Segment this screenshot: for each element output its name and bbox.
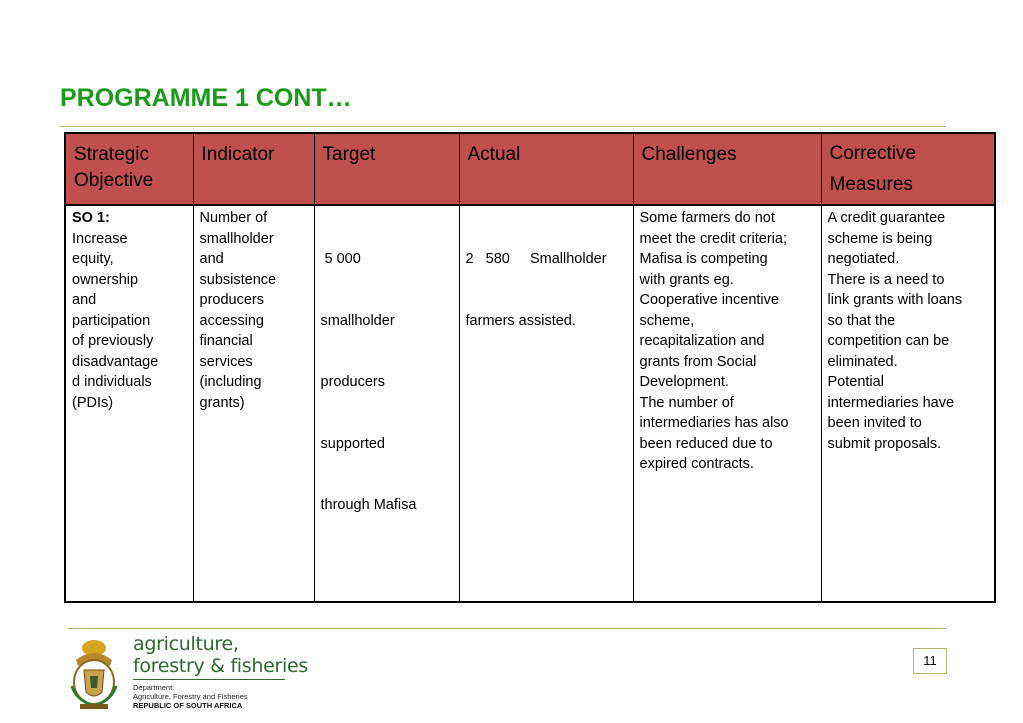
brand-line-1: agriculture, (133, 633, 239, 655)
country-name: REPUBLIC OF SOUTH AFRICA (133, 701, 243, 710)
cell-target: 5 000 smallholder producers supported through Mafisa (314, 205, 459, 602)
page-number: 11 (913, 648, 947, 674)
table-row (65, 205, 995, 602)
programme-table (64, 132, 996, 603)
header-corrective-measures: Corrective Measures (821, 133, 995, 205)
department-name: Agriculture, Forestry and Fisheries (133, 692, 248, 701)
cell-actual: 2 580 Smallholder farmers assisted. (459, 205, 633, 602)
bottom-divider (68, 628, 946, 629)
page-title: PROGRAMME 1 CONT… (60, 84, 352, 112)
table-header-row (65, 133, 995, 205)
header-strategic-objective: Strategic Objective (65, 133, 193, 205)
top-divider (60, 126, 946, 127)
cell-challenges: Some farmers do not meet the credit criteria; Mafisa is competing with grants eg. Cooperative incentive scheme, recapitalization and grants from Social Development. The number of intermediaries has also been reduced due to expired contracts. (633, 205, 821, 602)
brand-divider (133, 679, 285, 680)
cell-corrective-measures: A credit guarantee scheme is being negotiated. There is a need to link grants with loans so that the competition can be eliminated. Potential intermediaries have been invited to submit proposals. (821, 205, 995, 602)
so-label: SO 1: (72, 210, 110, 226)
brand-line-2: forestry & fisheries (133, 655, 308, 677)
coat-of-arms-icon (66, 636, 122, 712)
cell-strategic-objective: SO 1: Increase equity, ownership and participation of previously disadvantage d individuals (PDIs) (65, 205, 193, 602)
department-label: Department: (133, 683, 175, 692)
header-challenges: Challenges (633, 133, 821, 205)
header-actual: Actual (459, 133, 633, 205)
header-target: Target (314, 133, 459, 205)
cell-indicator: Number of smallholder and subsistence producers accessing financial services (including grants) (193, 205, 314, 602)
header-indicator: Indicator (193, 133, 314, 205)
